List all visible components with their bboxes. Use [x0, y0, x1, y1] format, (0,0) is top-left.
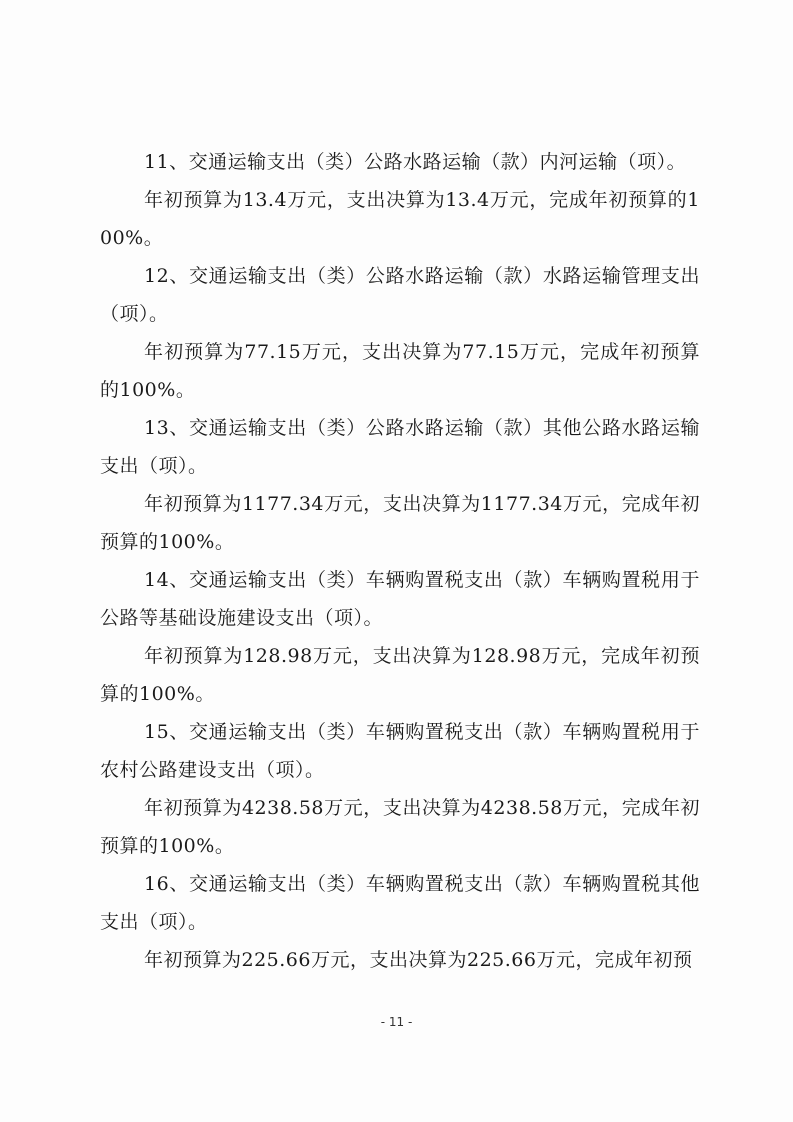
paragraph-item-13-budget: 年初预算为1177.34万元，支出决算为1177.34万元，完成年初预算的100%。	[100, 493, 700, 553]
paragraph-item-16-budget: 年初预算为225.66万元，支出决算为225.66万元，完成年初预	[144, 949, 693, 971]
paragraph-item-13-title: 13、交通运输支出（类）公路水路运输（款）其他公路水路运输支出（项）。	[100, 417, 700, 477]
paragraph-item-12-title: 12、交通运输支出（类）公路水路运输（款）水路运输管理支出（项）。	[100, 265, 700, 325]
page-number: - 11 -	[380, 1015, 413, 1029]
paragraph-item-15-title: 15、交通运输支出（类）车辆购置税支出（款）车辆购置税用于农村公路建设支出（项）。	[100, 721, 700, 781]
paragraph-item-15-budget: 年初预算为4238.58万元，支出决算为4238.58万元，完成年初预算的100%。	[100, 797, 700, 857]
paragraph-item-16-title: 16、交通运输支出（类）车辆购置税支出（款）车辆购置税其他支出（项）。	[100, 873, 700, 933]
paragraph-item-14-budget: 年初预算为128.98万元，支出决算为128.98万元，完成年初预算的100%。	[100, 645, 700, 705]
paragraph-item-11-budget: 年初预算为13.4万元，支出决算为13.4万元，完成年初预算的100%。	[100, 189, 700, 249]
paragraph-item-11-title: 11、交通运输支出（类）公路水路运输（款）内河运输（项）。	[144, 151, 687, 173]
document-body	[100, 143, 700, 979]
paragraph-item-14-title: 14、交通运输支出（类）车辆购置税支出（款）车辆购置税用于公路等基础设施建设支出（项）。	[100, 569, 700, 629]
paragraph-item-12-budget: 年初预算为77.15万元，支出决算为77.15万元，完成年初预算的100%。	[100, 341, 700, 401]
